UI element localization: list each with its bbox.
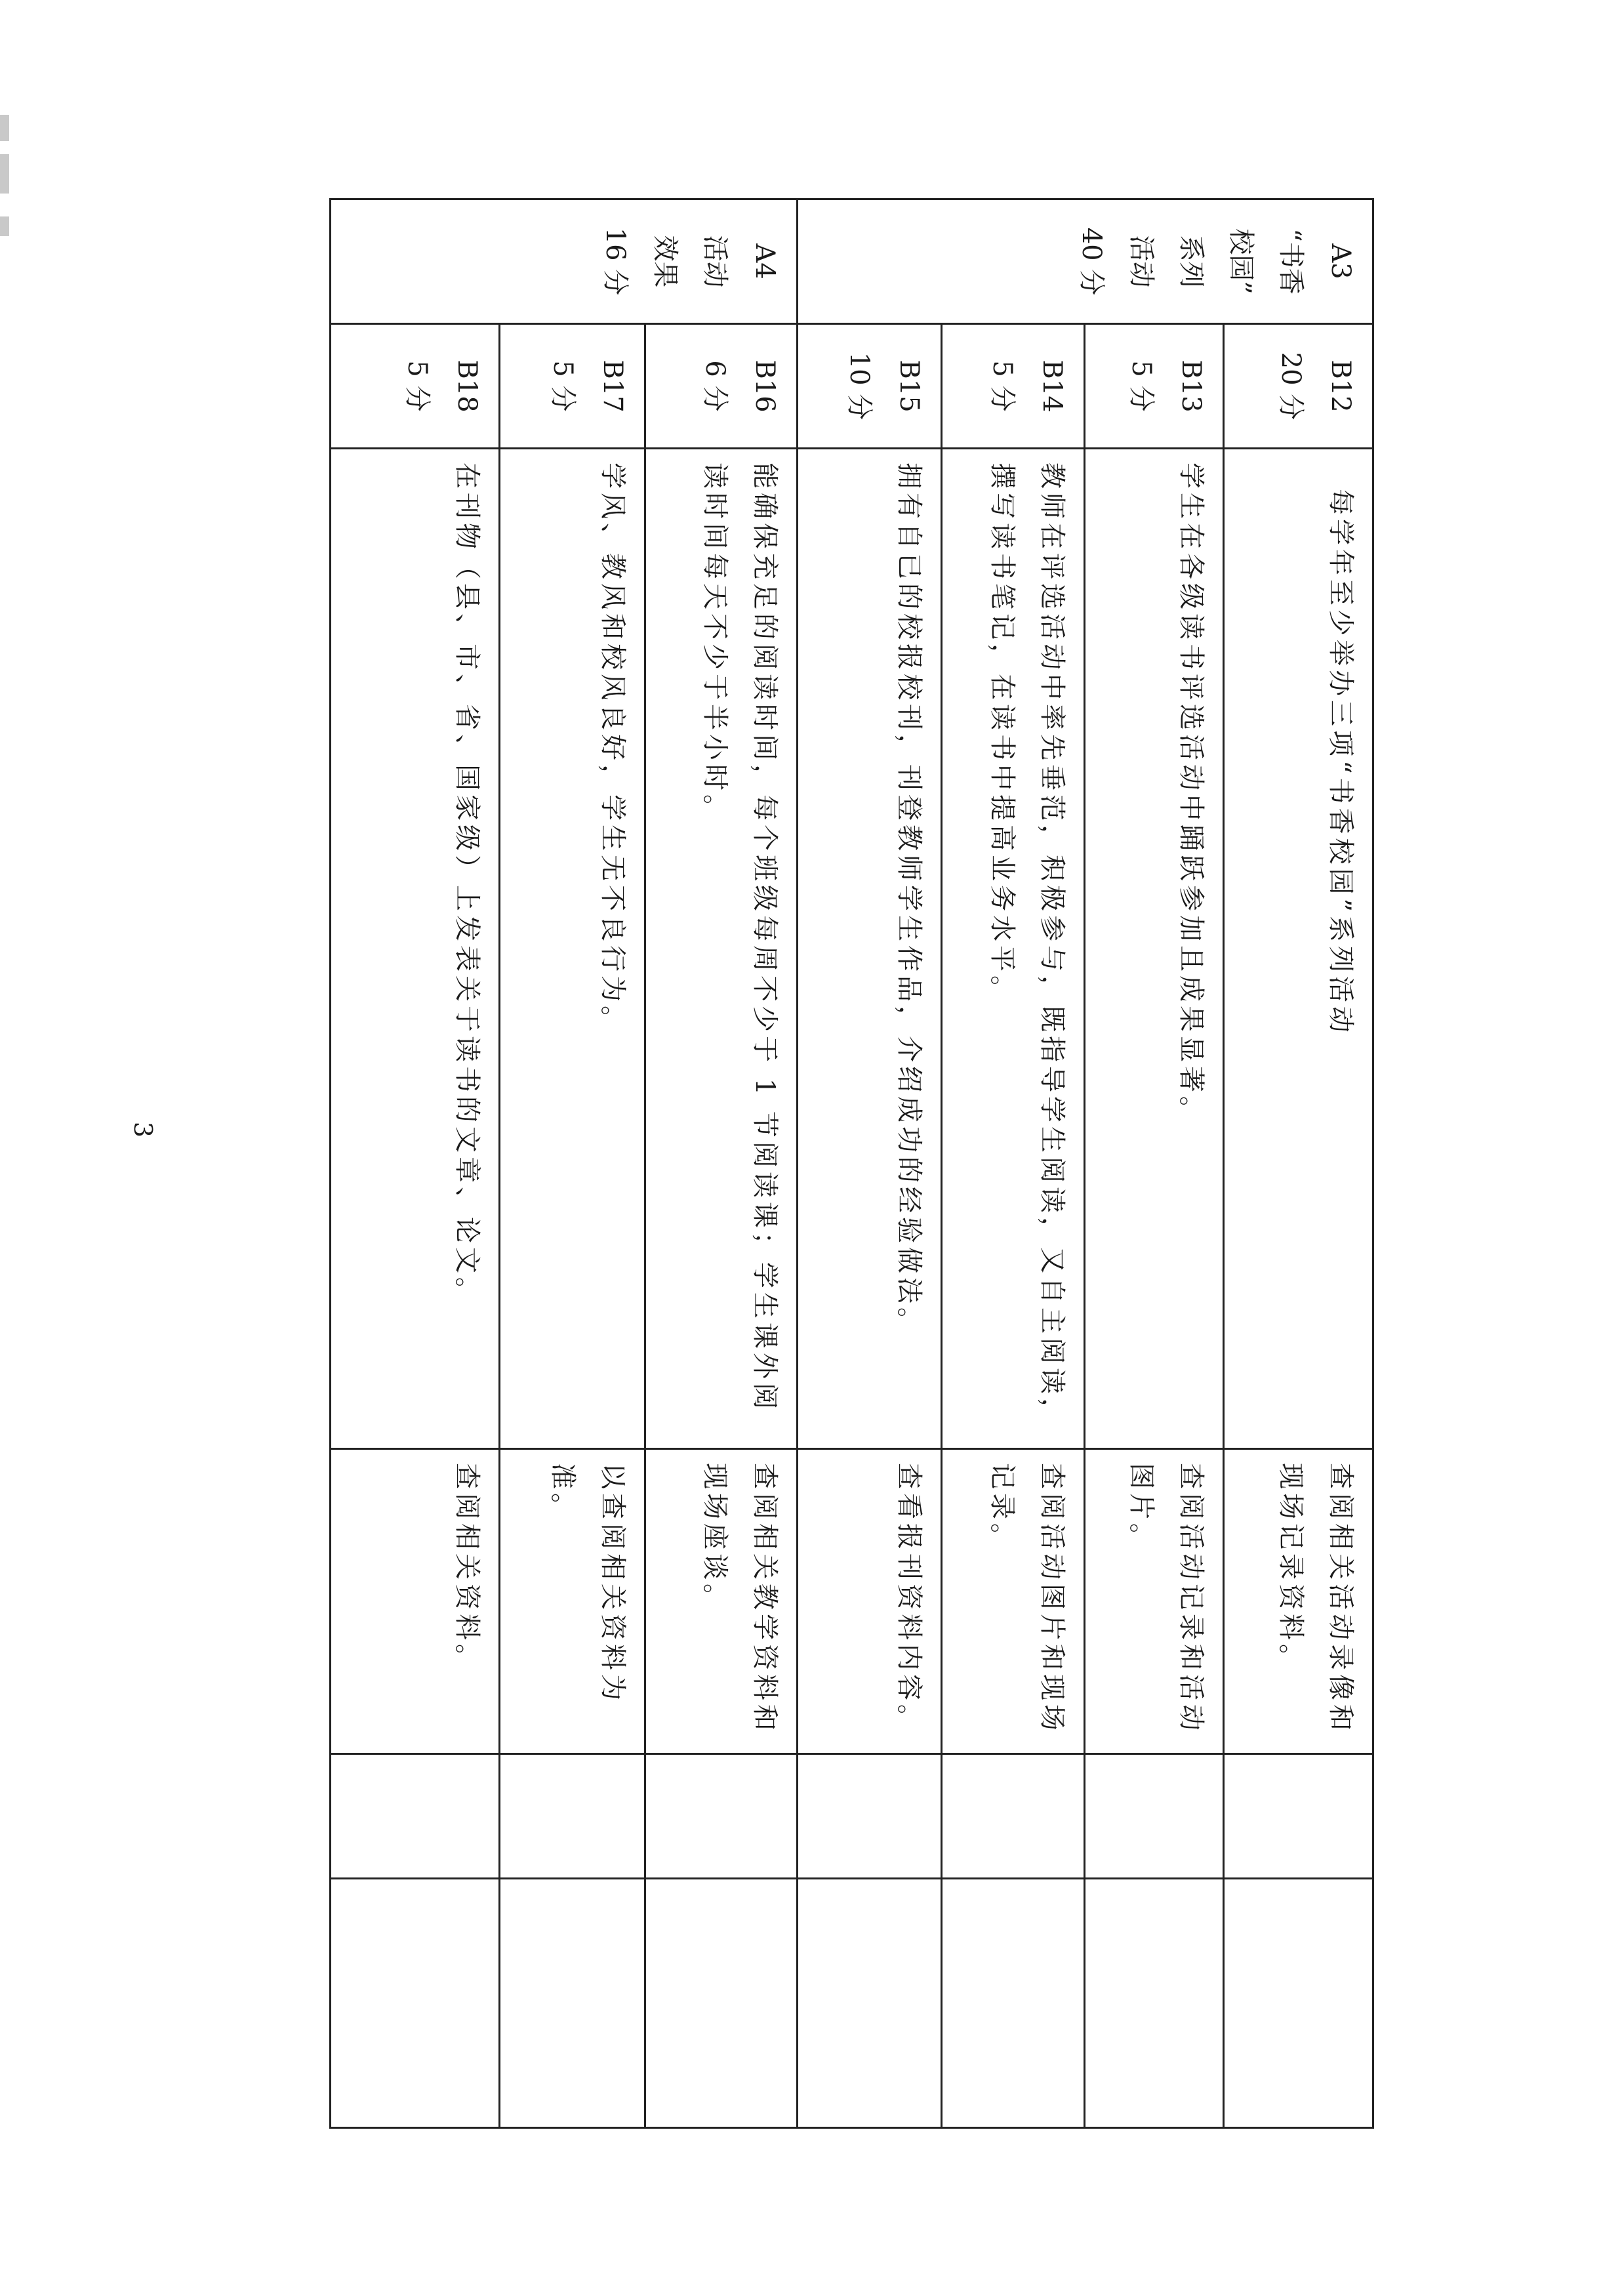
table-row	[798, 199, 942, 2128]
item-content: 在刊物（县、市、省、国家级）上发表关于读书的文章、论文。	[331, 449, 500, 1449]
item-score: 6 分	[700, 360, 730, 412]
item-score: 5 分	[1126, 360, 1156, 412]
item-score: 5 分	[402, 360, 432, 412]
empty-cell	[500, 1879, 645, 2128]
item-code: B12	[1326, 359, 1356, 413]
empty-cell	[1085, 1879, 1224, 2128]
empty-cell	[1224, 1754, 1373, 1879]
group-title-line: 活动	[1126, 235, 1156, 288]
empty-cell	[798, 1754, 942, 1879]
item-content: 能确保充足的阅读时间，每个班级每周不少于 1 节阅读课；学生课外阅读时间每天不少于半小时。	[645, 449, 798, 1449]
item-score: 10 分	[844, 352, 874, 420]
item-score: 20 分	[1276, 352, 1306, 420]
scan-edge-mark	[0, 216, 9, 236]
group-title-line: “书香	[1276, 228, 1306, 295]
item-content: 拥有自已的校报校刊，刊登教师学生作品，介绍成功的经验做法。	[798, 449, 942, 1449]
empty-cell	[942, 1879, 1085, 2128]
group-title-line: 活动	[700, 235, 730, 288]
empty-cell	[1224, 1879, 1373, 2128]
item-method: 查阅相关活动录像和现场记录资料。	[1224, 1449, 1373, 1754]
group-score: 16 分	[600, 227, 630, 296]
scan-edge-mark	[0, 115, 9, 141]
item-code: B18	[452, 359, 482, 413]
evaluation-table	[329, 198, 1374, 2129]
item-method: 查阅活动记录和活动图片。	[1085, 1449, 1224, 1754]
item-content: 教师在评选活动中率先垂范，积极参与，既指导学生阅读，又自主阅读，撰写读书笔记，在读书中提高业务水平。	[942, 449, 1085, 1449]
item-code-cell	[331, 324, 500, 449]
item-code-cell	[645, 324, 798, 449]
item-content: 学生在各级读书评选活动中踊跃参加且成果显著。	[1085, 449, 1224, 1449]
item-code: B15	[894, 359, 924, 413]
group-title-line: 系列	[1176, 235, 1206, 288]
item-code: B13	[1176, 359, 1206, 413]
table-row	[1085, 199, 1224, 2128]
page-number: 3	[129, 1121, 158, 1138]
item-method: 查阅相关教学资料和现场座谈。	[645, 1449, 798, 1754]
table-row	[1224, 199, 1373, 2128]
group-cell-a3	[798, 199, 1373, 324]
item-code-cell	[1224, 324, 1373, 449]
item-score: 5 分	[987, 360, 1017, 412]
table-row	[645, 199, 798, 2128]
item-code-cell	[500, 324, 645, 449]
empty-cell	[331, 1754, 500, 1879]
empty-cell	[331, 1879, 500, 2128]
item-method: 查看报刊资料内容。	[798, 1449, 942, 1754]
item-code-cell	[1085, 324, 1224, 449]
empty-cell	[798, 1879, 942, 2128]
table-row	[500, 199, 645, 2128]
item-code-cell	[942, 324, 1085, 449]
empty-cell	[645, 1754, 798, 1879]
group-code: A4	[750, 243, 780, 279]
item-code: B16	[750, 359, 780, 413]
item-method: 查阅相关资料。	[331, 1449, 500, 1754]
item-content: 每学年至少举办三项“书香校园”系列活动	[1224, 449, 1373, 1449]
item-method: 查阅活动图片和现场记录。	[942, 1449, 1085, 1754]
group-title-line: 校园”	[1226, 228, 1256, 295]
group-cell-a4	[331, 199, 798, 324]
group-title-line: 效果	[650, 235, 680, 288]
item-method: 以查阅相关资料为准。	[500, 1449, 645, 1754]
group-score: 40 分	[1076, 227, 1106, 296]
table-row	[942, 199, 1085, 2128]
group-code: A3	[1326, 243, 1356, 279]
empty-cell	[942, 1754, 1085, 1879]
empty-cell	[645, 1879, 798, 2128]
table-row	[331, 199, 500, 2128]
item-code: B17	[598, 359, 628, 413]
item-code-cell	[798, 324, 942, 449]
scan-edge-mark	[0, 154, 9, 194]
empty-cell	[500, 1754, 645, 1879]
item-code: B14	[1037, 359, 1067, 413]
item-content: 学风、教风和校风良好，学生无不良行为。	[500, 449, 645, 1449]
empty-cell	[1085, 1754, 1224, 1879]
rotated-table-wrapper	[331, 198, 1374, 2127]
item-score: 5 分	[548, 360, 578, 412]
